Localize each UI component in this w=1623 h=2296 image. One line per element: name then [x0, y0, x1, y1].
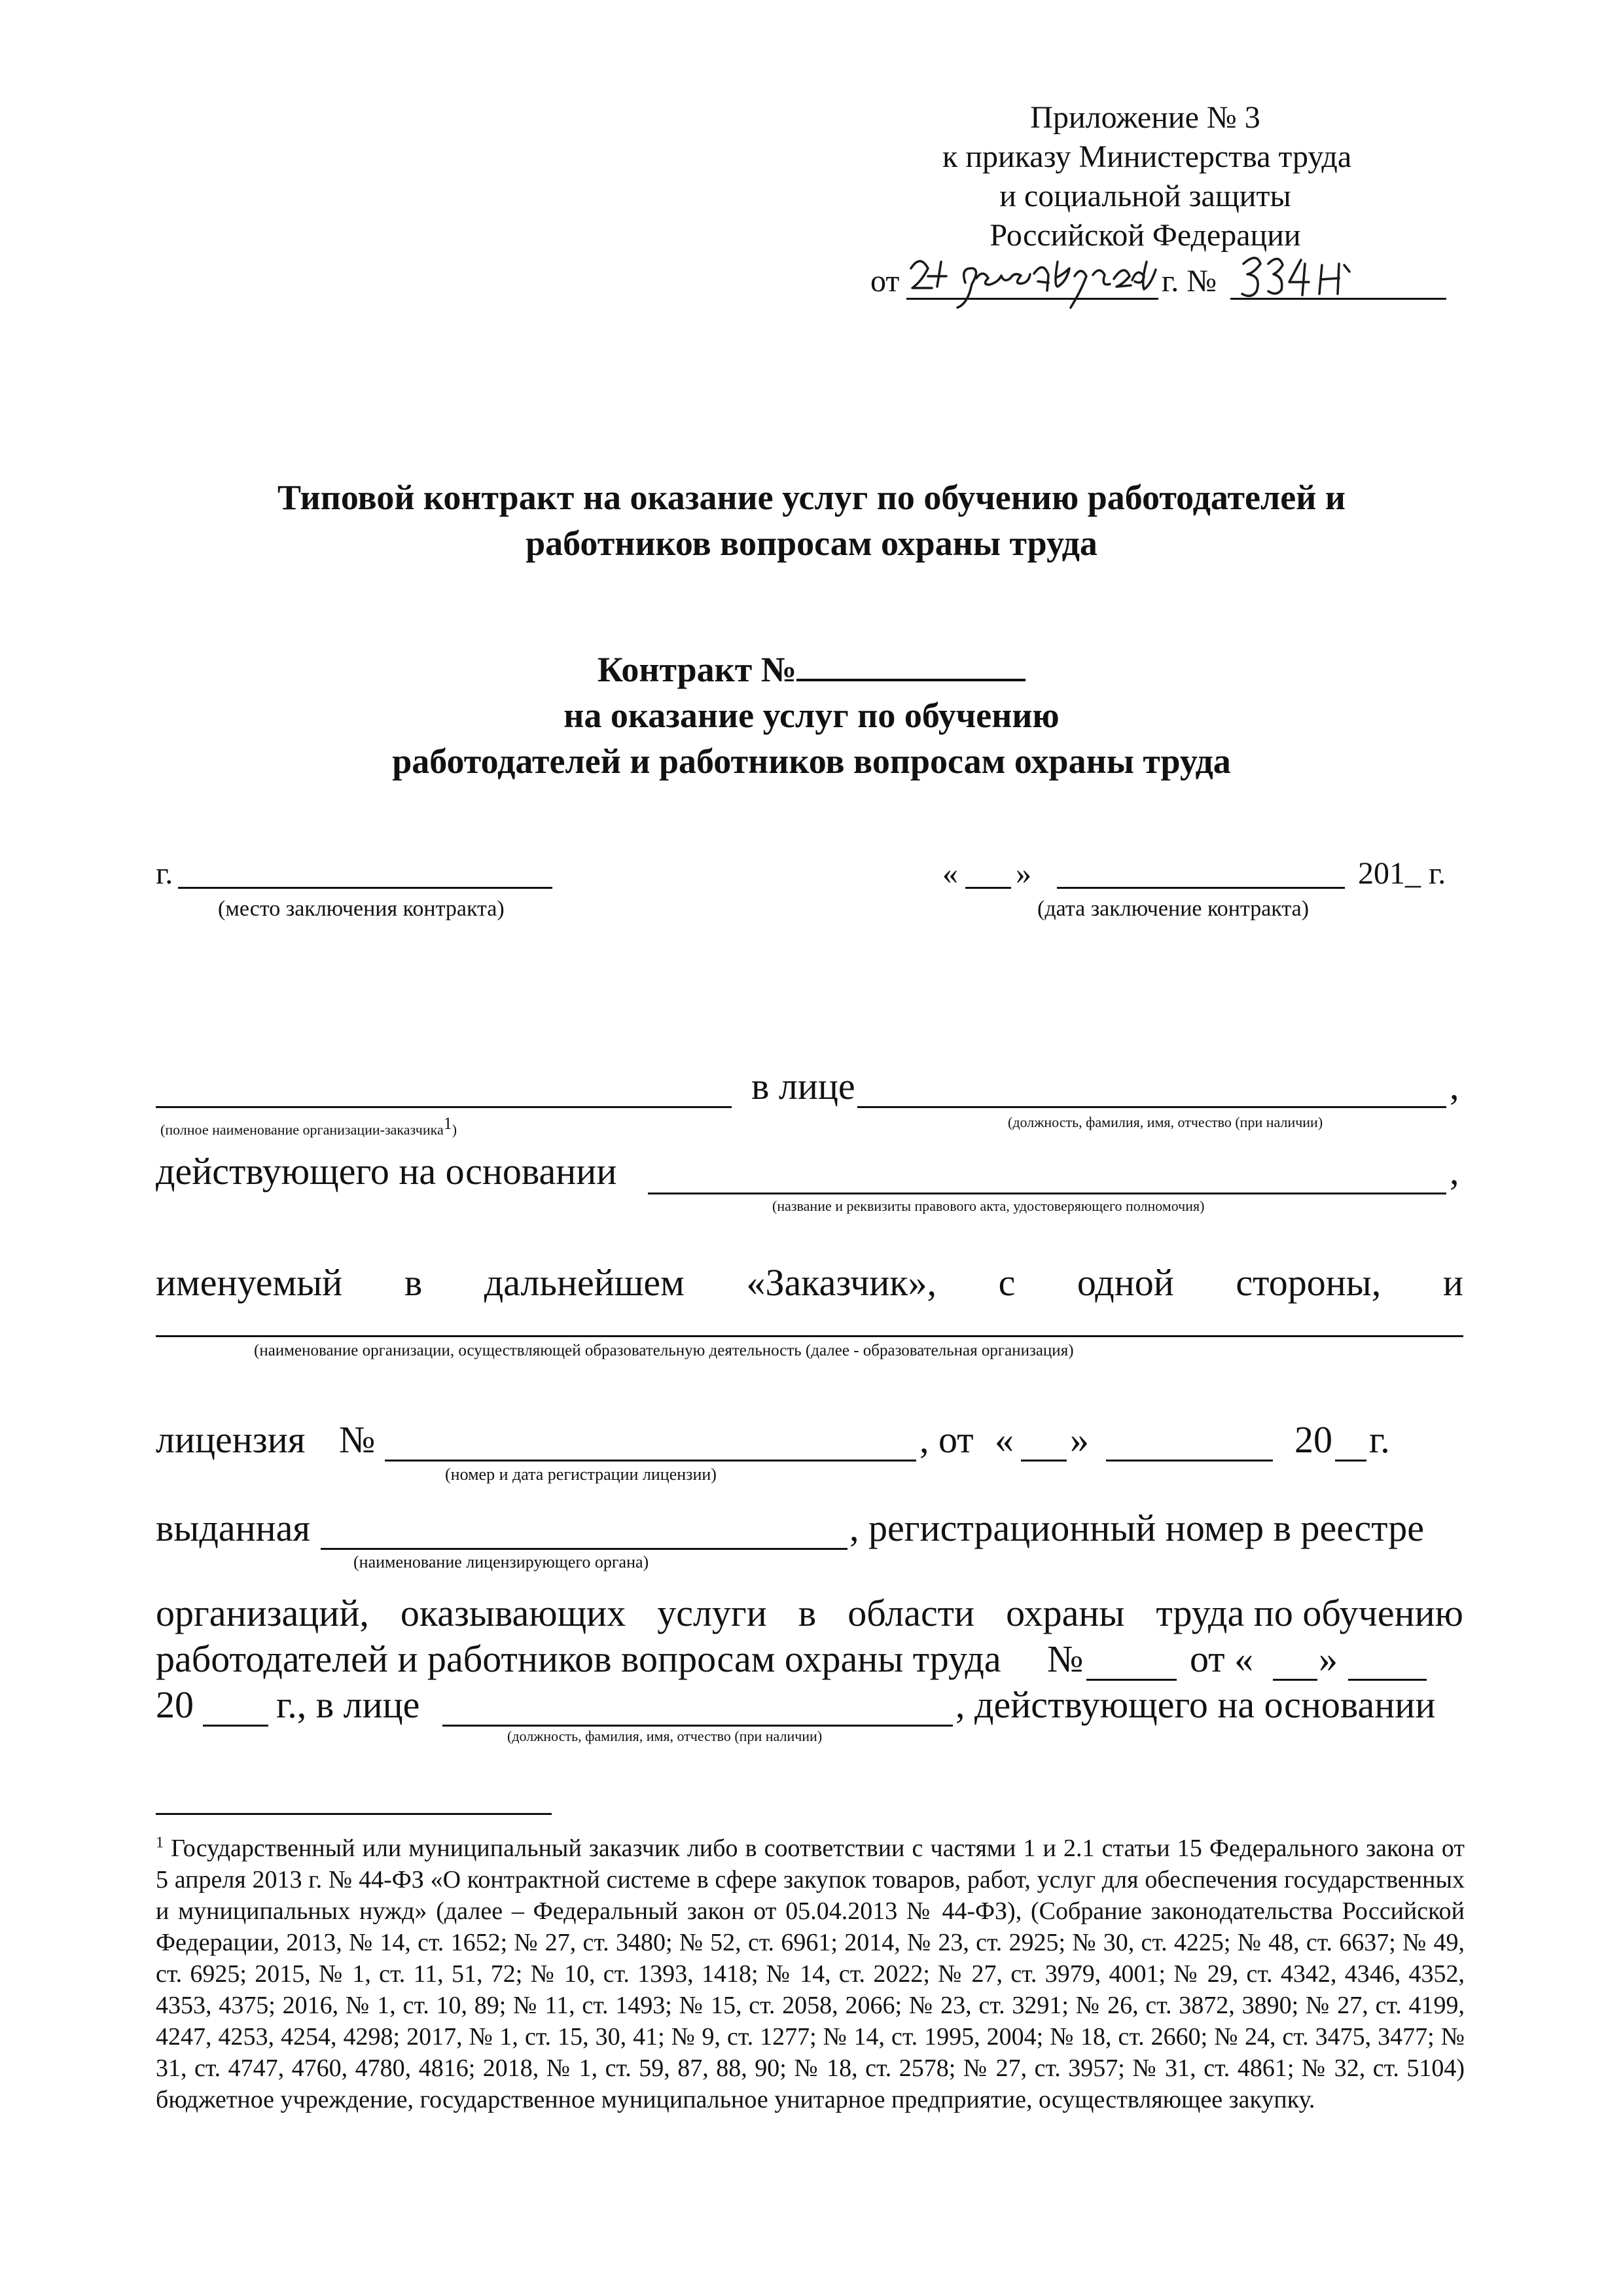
appendix-order: к приказу Министерства труда — [942, 139, 1352, 174]
contract-line-3: работодателей и работников вопросам охраны труда — [392, 742, 1231, 781]
license-day-blank — [1021, 1460, 1067, 1462]
footnote-marker: 1 — [156, 1834, 164, 1852]
basis-caption: (название и реквизиты правового акта, удостоверяющего полномочия) — [772, 1198, 1205, 1214]
basis-blank — [648, 1193, 1446, 1194]
date-quote-open: « — [942, 856, 958, 891]
customer-org-blank — [156, 1106, 732, 1108]
named-word: в — [404, 1261, 423, 1304]
order-year-suffix: г. № — [1162, 264, 1217, 298]
registry-year: 20 — [156, 1683, 194, 1726]
license-quote-open: « — [995, 1418, 1014, 1461]
license-number-sign: № — [339, 1418, 376, 1461]
license-caption: (номер и дата регистрации лицензии) — [445, 1465, 717, 1484]
registry-acting-basis: , действующего на основании — [955, 1683, 1436, 1726]
edu-org-blank — [156, 1335, 1463, 1337]
city-prefix: г. — [156, 856, 173, 891]
registry-in-person: г., в лице — [276, 1683, 420, 1726]
named-word: стороны, — [1236, 1261, 1382, 1304]
registry-word: труда по обучению — [1156, 1592, 1463, 1634]
in-person-comma: , — [1450, 1065, 1459, 1107]
named-word: дальнейшем — [484, 1261, 685, 1304]
customer-person-caption: (должность, фамилия, имя, отчество (при наличии) — [1008, 1114, 1323, 1130]
license-number-blank — [385, 1460, 916, 1462]
registry-person-caption: (должность, фамилия, имя, отчество (при наличии) — [507, 1728, 823, 1744]
registry-word: охраны — [1006, 1592, 1125, 1634]
named-word: «Заказчик», — [746, 1261, 936, 1304]
license-label: лицензия — [156, 1418, 306, 1461]
order-ot-label: от — [870, 264, 900, 298]
registry-month-blank — [1348, 1679, 1427, 1681]
date-quote-close: » — [1016, 856, 1031, 891]
license-year-suffix: г. — [1369, 1418, 1390, 1461]
footnote-text: Государственный или муниципальный заказчик либо в соответствии с частями 1 и 2.1 статьи 15 Федерального закона от 5 апреля 2013 г. № 44-ФЗ «О контрактной системе в сфере закупок товаров, работ, услуг для обеспечения государственных и муниципальных нужд» (далее – Федеральный закон от 05.04.2013 № 44-ФЗ), (Собрание законодательства Российской Федерации, 2013, № 14, ст. 1652; № 27, ст. 3480; № 52, ст. 6961; 2014, № 23, ст. 2925; № 30, ст. 4225; № 48, ст. 6637; № 49, ст. 6925; 2015, № 1, ст. 11, 51, 72; № 10, ст. 1393, 1418; № 14, ст. 2022; № 27, ст. 3979, 4001; № 29, ст. 4342, 4346, 4352, 4353, 4375; 2016, № 1, ст. 10, 89; № 11, ст. 1493; № 15, ст. 2058, 2066; № 23, ст. 3291; № 26, ст. 3872, 3890; № 27, ст. 4199, 4247, 4253, 4254, 4298; 2017, № 1, ст. 15, 30, 41; № 9, ст. 1277; № 14, ст. 1995, 2004; № 18, ст. 2660; № 24, ст. 3475, 3477; № 31, ст. 4747, 4760, 4780, 4816; 2018, № 1, ст. 59, 87, 88, 90; № 18, ст. 2578; № 27, ст. 3957; № 31, ст. 4861; № 32, ст. 5104) бюджетное учреждение, государственное муниципальное унитарное предприятие, осуществляющее закупку. — [156, 1835, 1465, 2113]
registry-day-blank — [1273, 1679, 1317, 1681]
named-word: одной — [1077, 1261, 1174, 1304]
registry-number-blank — [1086, 1679, 1177, 1681]
license-quote-close: » — [1070, 1418, 1089, 1461]
registry-word: области — [847, 1592, 975, 1634]
appendix-header — [942, 98, 1352, 255]
date-year: 201_ г. — [1358, 856, 1446, 891]
named-word: с — [998, 1261, 1016, 1304]
named-word: именуемый — [156, 1261, 343, 1304]
license-year: 20 — [1294, 1418, 1332, 1461]
registry-from: от « — [1190, 1638, 1254, 1680]
registry-line-1 — [156, 1590, 1463, 1636]
date-month-blank — [1057, 887, 1345, 889]
contract-number-row — [0, 647, 1623, 692]
issuer-blank — [321, 1548, 847, 1550]
registry-year-blank — [203, 1725, 268, 1727]
contract-number-blank — [796, 650, 1026, 681]
appendix-federation: Российской Федерации — [990, 218, 1301, 253]
handwritten-number-signature — [1237, 245, 1368, 304]
date-caption: (дата заключение контракта) — [1037, 897, 1310, 921]
appendix-ministry: и социальной защиты — [999, 179, 1291, 213]
footnote — [156, 1833, 1465, 2115]
document-title — [0, 475, 1623, 566]
named-customer-row — [156, 1260, 1463, 1306]
footnote-separator — [156, 1813, 552, 1815]
license-from-label: , от — [919, 1418, 974, 1461]
registry-word: оказывающих — [400, 1592, 626, 1634]
registry-quote-close: » — [1319, 1638, 1338, 1680]
title-line-1: Типовой контракт на оказание услуг по обучению работодателей и — [277, 478, 1346, 517]
contract-number-label: Контракт № — [597, 650, 797, 689]
place-caption: (место заключения контракта) — [218, 897, 505, 921]
footnote-ref: 1 — [443, 1114, 452, 1133]
basis-comma: , — [1450, 1150, 1459, 1193]
registry-person-blank — [442, 1725, 953, 1727]
in-person-label: в лице — [751, 1065, 855, 1107]
registry-word: организаций, — [156, 1592, 369, 1634]
place-blank — [178, 887, 552, 889]
registry-number-sign: № — [1047, 1638, 1084, 1680]
license-month-blank — [1106, 1460, 1273, 1462]
customer-org-caption: (полное наименование организации-заказчика$^1$) — [160, 1114, 457, 1138]
appendix-number: Приложение № 3 — [1030, 100, 1260, 135]
license-year-blank — [1335, 1460, 1366, 1462]
acting-basis-label: действующего на основании — [156, 1150, 617, 1193]
registry-word: в — [798, 1592, 817, 1634]
date-day-blank — [965, 887, 1011, 889]
issued-label: выданная — [156, 1507, 311, 1549]
customer-person-blank — [857, 1106, 1446, 1108]
edu-org-caption: (наименование организации, осуществляющей образовательную деятельность (далее - образовательная организация) — [254, 1342, 1074, 1359]
issuer-caption: (наименование лицензирующего органа) — [353, 1552, 649, 1571]
handwritten-date-signature — [903, 242, 1165, 314]
issued-rest: , регистрационный номер в реестре — [849, 1507, 1425, 1549]
named-word: и — [1442, 1261, 1463, 1304]
registry-word: услуги — [657, 1592, 767, 1634]
title-line-2: работников вопросам охраны труда — [526, 524, 1097, 563]
registry-line-2-start: работодателей и работников вопросам охраны труда — [156, 1638, 1001, 1680]
contract-line-2: на оказание услуг по обучению — [563, 696, 1060, 735]
contract-heading — [0, 647, 1623, 784]
